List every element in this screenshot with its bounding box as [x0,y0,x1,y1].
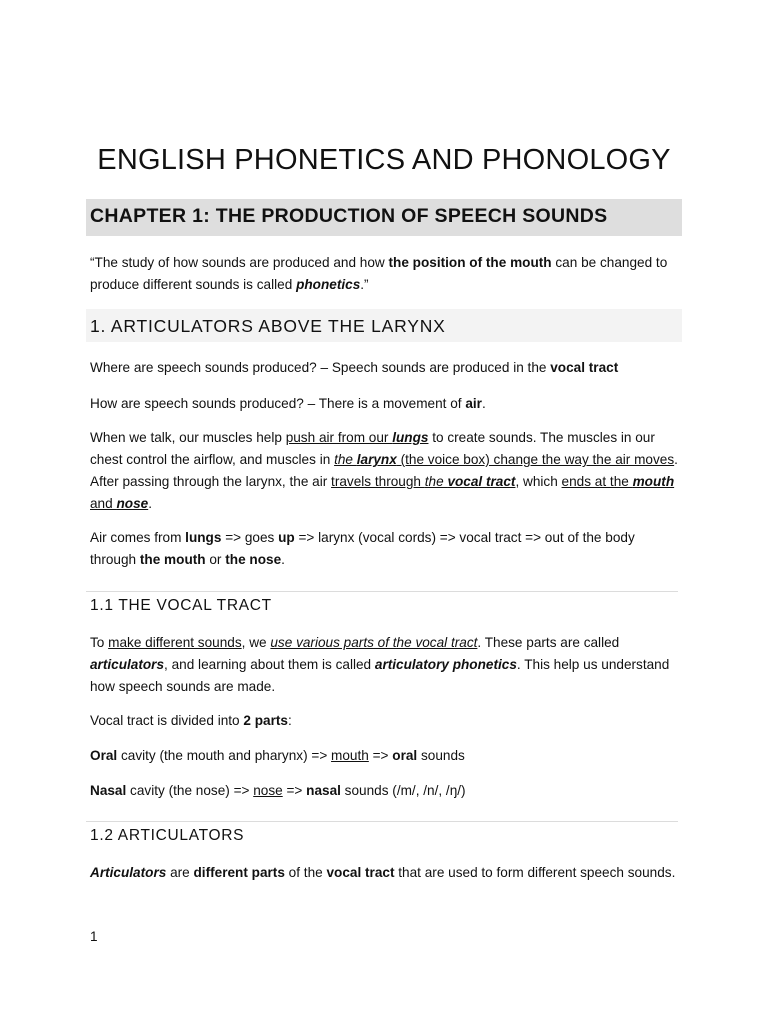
paragraph-oral-cavity: Oral cavity (the mouth and pharynx) => mouth => oral sounds [90,748,465,763]
paragraph-nasal-cavity: Nasal cavity (the nose) => nose => nasal sounds (/m/, /n/, /ŋ/) [90,783,466,798]
paragraph-vocal-tract-divided: Vocal tract is divided into 2 parts: [90,713,292,728]
paragraph-articulators-definition: Articulators are different parts of the vocal tract that are used to form different speech sounds. [90,865,676,880]
section-heading-vocal-tract: 1.1 THE VOCAL TRACT [86,591,678,621]
page-number: 1 [90,929,98,944]
paragraph-air-path: Air comes from lungs => goes up => larynx (vocal cords) => vocal tract => out of the body through the mouth or the nose. [90,530,635,567]
paragraph-make-different-sounds: To make different sounds, we use various parts of the vocal tract. These parts are called articulators, and learning about them is called articulatory phonetics. This help us understand how speech sounds are made. [90,635,670,694]
phonetics-definition-quote: “The study of how sounds are produced and how the position of the mouth can be changed to produce different sounds is called phonetics.” [90,255,668,292]
paragraph-where-produced: Where are speech sounds produced? – Speech sounds are produced in the vocal tract [90,360,619,375]
paragraph-when-we-talk: When we talk, our muscles help push air from our lungs to create sounds. The muscles in our chest control the airflow, and muscles in the larynx (the voice box) change the way the air moves. After passing through the larynx, the air travels through the vocal tract, which ends at the mouth and nose. [90,430,678,511]
section-heading-articulators-above-larynx: 1. ARTICULATORS ABOVE THE LARYNX [86,309,682,342]
section-heading-articulators: 1.2 ARTICULATORS [86,821,678,851]
paragraph-how-produced: How are speech sounds produced? – There is a movement of air. [90,396,486,411]
chapter-heading: CHAPTER 1: THE PRODUCTION OF SPEECH SOUNDS [86,199,682,236]
document-title: ENGLISH PHONETICS AND PHONOLOGY [97,144,671,176]
